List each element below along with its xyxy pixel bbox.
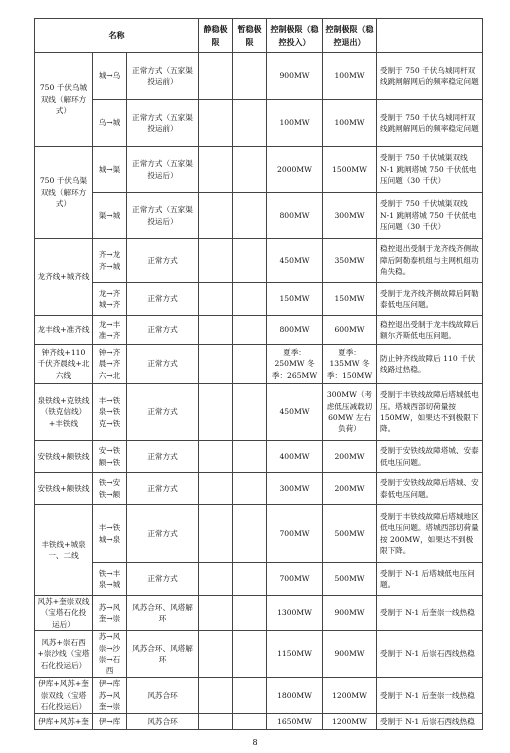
direction: 铁→安 铁→额	[93, 473, 127, 505]
ctl-out: 900MW	[323, 596, 377, 631]
static-limit	[199, 596, 233, 631]
ctl-out: 500MW	[323, 563, 377, 596]
ctl-out: 600MW	[323, 316, 377, 345]
direction: 城→乌	[93, 53, 127, 100]
header-row	[35, 19, 483, 53]
line-name: 750 千伏乌城双线（解环方式）	[35, 53, 93, 147]
ctl-out: 200MW	[323, 473, 377, 505]
table-row	[35, 53, 483, 100]
note: 受制于丰铁线故障后塔城低电压。塔城西部切荷量按 150MW，如果达不到极限下降。	[377, 384, 483, 441]
transient-limit	[233, 441, 267, 473]
note: 受制于 N-1 后塔城低电压问题。	[377, 563, 483, 596]
note: 受制于 750 千伏乌城同杆双线跳闸解网后的频率稳定问题	[377, 100, 483, 147]
ctl-out: 200MW	[323, 441, 377, 473]
ctl-out: 150MW	[323, 283, 377, 316]
transient-limit	[233, 505, 267, 563]
ctl-out: 500MW	[323, 505, 377, 563]
table-row	[35, 316, 483, 345]
line-name: 龙齐线+城齐线	[35, 239, 93, 316]
static-limit	[199, 316, 233, 345]
line-name: 安铁线+额铁线	[35, 473, 93, 505]
note: 防止钟齐线故障后 110 千伏线路过热稳。	[377, 345, 483, 384]
direction: 龙→丰 准→齐	[93, 316, 127, 345]
line-name: 丰铁线+城泉一、二线	[35, 505, 93, 596]
note: 稳控退出受制于龙齐线齐侧故障后阿勒泰机组与主网机组功角失稳。	[377, 239, 483, 283]
table-row	[35, 283, 483, 316]
mode: 正常方式（五家渠投运前）	[127, 100, 199, 147]
ctl-out: 300MW	[323, 193, 377, 239]
static-limit	[199, 100, 233, 147]
transient-limit	[233, 147, 267, 193]
header-note	[377, 19, 483, 53]
static-limit	[199, 147, 233, 193]
line-name: 伊库+风苏+奎崇双线（宝塔石化投运后）	[35, 677, 93, 713]
direction: 齐→龙 齐→城	[93, 239, 127, 283]
table-row	[35, 100, 483, 147]
transient-limit	[233, 563, 267, 596]
ctl-out: 夏季：135MW 冬季：150MW	[323, 345, 377, 384]
static-limit	[199, 441, 233, 473]
table-row	[35, 384, 483, 441]
ctl-in: 300MW	[267, 473, 323, 505]
mode: 正常方式	[127, 345, 199, 384]
ctl-in: 800MW	[267, 316, 323, 345]
ctl-in: 900MW	[267, 53, 323, 100]
direction: 苏→风 崇→沙 崇→石西	[93, 631, 127, 678]
ctl-in: 夏季：250MW 冬季：265MW	[267, 345, 323, 384]
static-limit	[199, 384, 233, 441]
transient-limit	[233, 239, 267, 283]
note: 受制于 750 千伏乌城同杆双线跳闸解网后的频率稳定问题	[377, 53, 483, 100]
ctl-in: 2000MW	[267, 147, 323, 193]
transient-limit	[233, 596, 267, 631]
mode: 正常方式（五家渠投运前）	[127, 53, 199, 100]
ctl-out: 1500MW	[323, 147, 377, 193]
direction: 城→渠	[93, 147, 127, 193]
note: 受制于安铁线故障塔城、安泰低电压问题。	[377, 441, 483, 473]
ctl-in: 1150MW	[267, 631, 323, 678]
ctl-in: 1650MW	[267, 713, 323, 729]
line-name: 泉铁线+克铁线（铁克信线）+丰铁线	[35, 384, 93, 441]
transient-limit	[233, 631, 267, 678]
note: 受制于 N-1 后奎崇一线热稳	[377, 677, 483, 713]
direction: 乌→城	[93, 100, 127, 147]
transient-limit	[233, 53, 267, 100]
static-limit	[199, 505, 233, 563]
table-row	[35, 473, 483, 505]
table-row	[35, 596, 483, 631]
ctl-out: 900MW	[323, 631, 377, 678]
direction: 安→铁 额→铁	[93, 441, 127, 473]
mode: 风苏合环、风塔解环	[127, 596, 199, 631]
table-row	[35, 677, 483, 713]
mode: 正常方式	[127, 441, 199, 473]
note: 受制于安铁线故障后塔城、安泰低电压问题。	[377, 473, 483, 505]
direction: 龙→齐 城→齐	[93, 283, 127, 316]
transient-limit	[233, 473, 267, 505]
static-limit	[199, 473, 233, 505]
ctl-in: 1300MW	[267, 596, 323, 631]
page-number: 8	[252, 738, 258, 747]
mode: 风苏合环	[127, 713, 199, 729]
direction: 铁→丰 泉→城	[93, 563, 127, 596]
ctl-in: 700MW	[267, 563, 323, 596]
stability-limit-table	[34, 18, 483, 730]
header-ctl-out: 控制极限（稳控退出）	[323, 19, 377, 53]
direction: 伊→库	[93, 713, 127, 729]
static-limit	[199, 193, 233, 239]
ctl-in: 150MW	[267, 283, 323, 316]
table-row	[35, 345, 483, 384]
table-row	[35, 631, 483, 678]
direction: 钟→齐 晨→齐 六→北	[93, 345, 127, 384]
transient-limit	[233, 193, 267, 239]
mode: 正常方式	[127, 384, 199, 441]
transient-limit	[233, 713, 267, 729]
ctl-in: 450MW	[267, 239, 323, 283]
transient-limit	[233, 100, 267, 147]
mode: 正常方式	[127, 239, 199, 283]
static-limit	[199, 53, 233, 100]
ctl-in: 450MW	[267, 384, 323, 441]
mode: 正常方式（五家渠投运后）	[127, 147, 199, 193]
static-limit	[199, 345, 233, 384]
ctl-out: 1200MW	[323, 677, 377, 713]
ctl-in: 800MW	[267, 193, 323, 239]
static-limit	[199, 563, 233, 596]
table-row	[35, 713, 483, 729]
mode: 风苏合环、风塔解环	[127, 631, 199, 678]
table-row	[35, 441, 483, 473]
ctl-in: 700MW	[267, 505, 323, 563]
line-name: 钟齐线+110 千伏齐晨线+北六线	[35, 345, 93, 384]
static-limit	[199, 713, 233, 729]
transient-limit	[233, 345, 267, 384]
mode: 正常方式（五家渠投运后）	[127, 193, 199, 239]
mode: 正常方式	[127, 563, 199, 596]
note: 受制于 N-1 后崇石西线热稳	[377, 713, 483, 729]
note: 受制于龙齐线齐侧故障后阿勒泰低电压问题。	[377, 283, 483, 316]
transient-limit	[233, 384, 267, 441]
ctl-in: 100MW	[267, 100, 323, 147]
note: 受制于 N-1 后崇石西线热稳	[377, 631, 483, 678]
static-limit	[199, 677, 233, 713]
static-limit	[199, 631, 233, 678]
header-name: 名称	[35, 19, 199, 53]
mode: 正常方式	[127, 505, 199, 563]
line-name: 龙丰线+准齐线	[35, 316, 93, 345]
ctl-out: 300MW（考虑低压减载切 60MW 左右负荷）	[323, 384, 377, 441]
transient-limit	[233, 316, 267, 345]
transient-limit	[233, 677, 267, 713]
line-name: 风苏+奎崇双线（宝塔石化投运后）	[35, 596, 93, 631]
ctl-out: 350MW	[323, 239, 377, 283]
line-name: 750 千伏乌渠双线（解环方式）	[35, 147, 93, 239]
ctl-in: 1800MW	[267, 677, 323, 713]
direction: 丰→铁 泉→铁 克→铁	[93, 384, 127, 441]
mode: 风苏合环	[127, 677, 199, 713]
mode: 正常方式	[127, 473, 199, 505]
line-name: 风苏+崇石西+崇沙线（宝塔石化投运后）	[35, 631, 93, 678]
table-row	[35, 505, 483, 563]
direction: 苏→风 奎→崇	[93, 596, 127, 631]
mode: 正常方式	[127, 283, 199, 316]
note: 受制于 N-1 后奎崇一线热稳	[377, 596, 483, 631]
note: 受制于 750 千伏城渠双线 N-1 跳闸塔城 750 千伏低电压问题（30 千伏）	[377, 193, 483, 239]
line-name: 伊库+风苏+奎	[35, 713, 93, 729]
table-row	[35, 147, 483, 193]
header-static: 静稳极限	[199, 19, 233, 53]
ctl-in: 400MW	[267, 441, 323, 473]
mode: 正常方式	[127, 316, 199, 345]
table-row	[35, 563, 483, 596]
note: 受制于丰铁线故障后塔城地区低电压问题。塔城西部切荷量按 200MW，如果达不到极限下降。	[377, 505, 483, 563]
transient-limit	[233, 283, 267, 316]
table-row	[35, 193, 483, 239]
ctl-out: 100MW	[323, 53, 377, 100]
static-limit	[199, 239, 233, 283]
direction: 丰→铁 城→泉	[93, 505, 127, 563]
line-name: 安铁线+额铁线	[35, 441, 93, 473]
ctl-out: 1200MW	[323, 713, 377, 729]
header-ctl-in: 控制极限（稳控投入）	[267, 19, 323, 53]
table-row	[35, 239, 483, 283]
note: 稳控退出受制于龙丰线故障后额尔齐斯低电压问题。	[377, 316, 483, 345]
header-transient: 暂稳极限	[233, 19, 267, 53]
ctl-out: 100MW	[323, 100, 377, 147]
static-limit	[199, 283, 233, 316]
direction: 伊→库 苏→风 奎→崇	[93, 677, 127, 713]
note: 受制于 750 千伏城渠双线 N-1 跳闸塔城 750 千伏低电压问题（30 千伏）	[377, 147, 483, 193]
direction: 渠→城	[93, 193, 127, 239]
